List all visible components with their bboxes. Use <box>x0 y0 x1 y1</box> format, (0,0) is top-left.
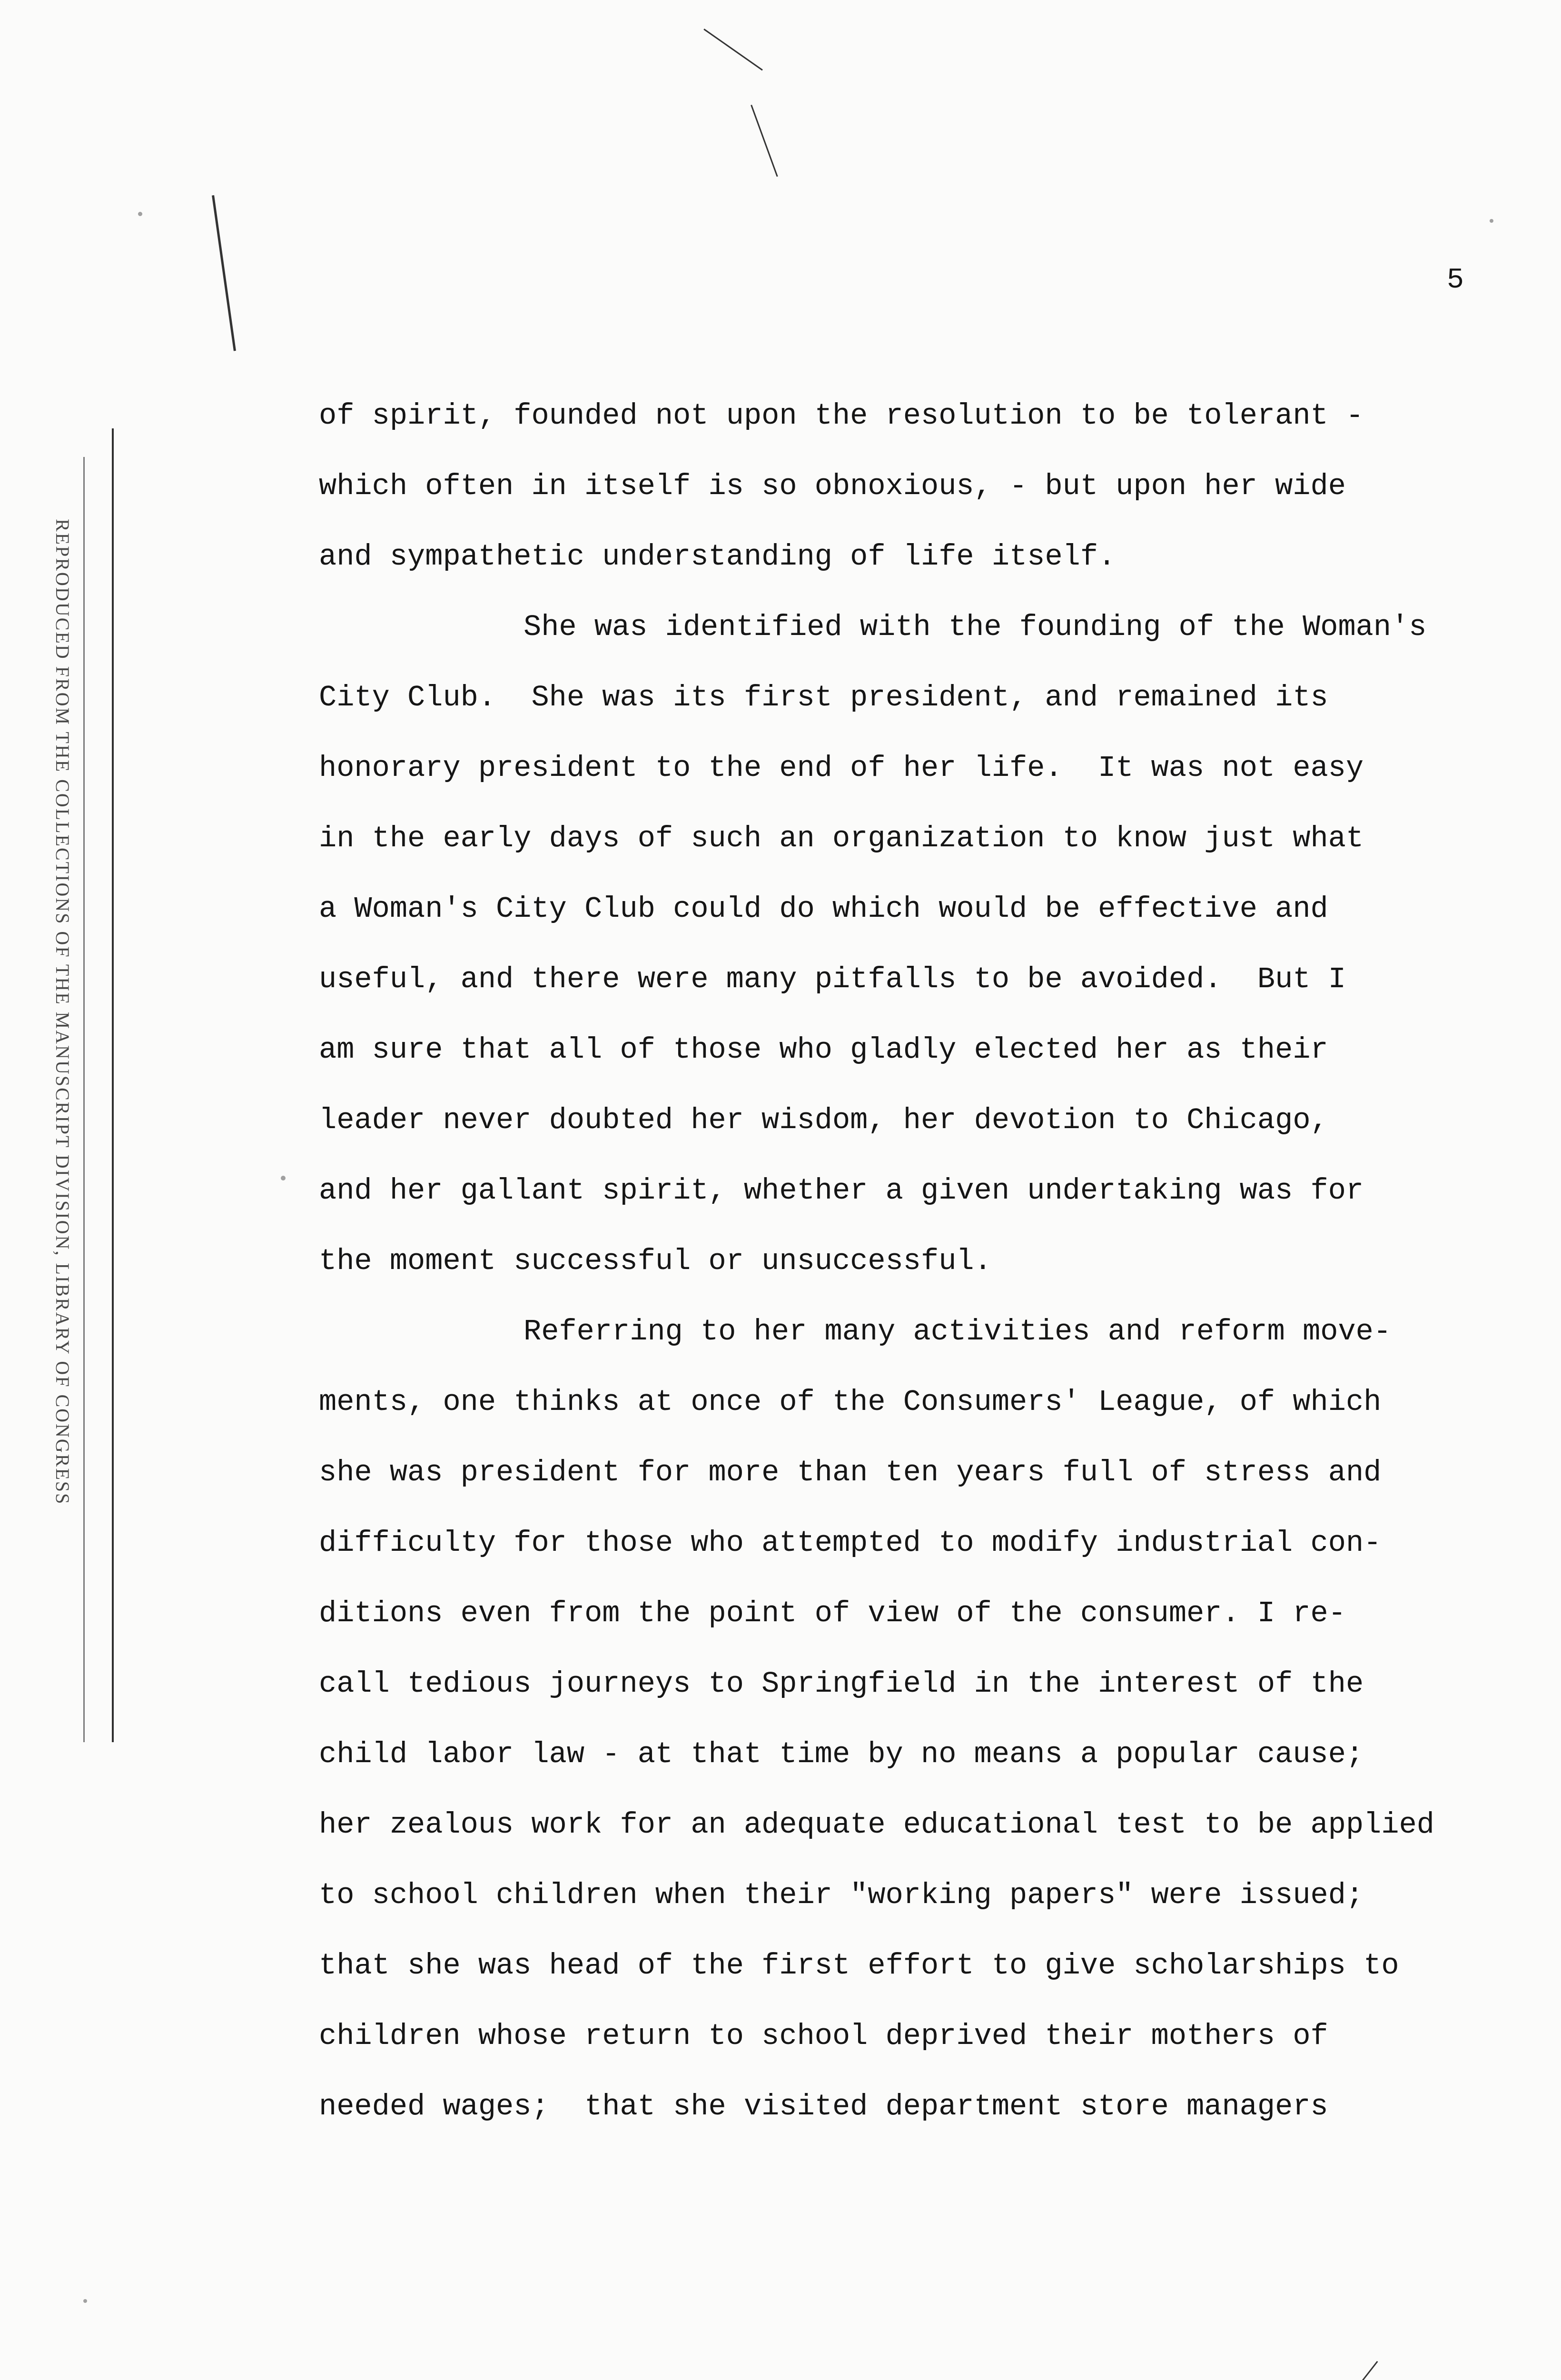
left-margin-rule-secondary <box>83 457 85 1742</box>
scan-artifact <box>703 29 763 70</box>
text-line: of spirit, founded not upon the resolution to be tolerant - <box>319 399 1364 433</box>
text-line: children whose return to school deprived their mothers of <box>319 2019 1328 2053</box>
left-margin-rule <box>112 428 114 1742</box>
text-line: a Woman's City Club could do which would be effective and <box>319 892 1328 926</box>
text-line: which often in itself is so obnoxious, - but upon her wide <box>319 469 1346 503</box>
text-line: am sure that all of those who gladly elected her as their <box>319 1033 1328 1067</box>
text-line-paragraph-start: Referring to her many activities and reform move- <box>524 1315 1392 1349</box>
text-line: useful, and there were many pitfalls to be avoided. But I <box>319 962 1346 996</box>
text-line: and her gallant spirit, whether a given undertaking was for <box>319 1174 1364 1208</box>
text-line-paragraph-start: She was identified with the founding of the Woman's <box>524 610 1427 644</box>
text-line: and sympathetic understanding of life itself. <box>319 540 1116 574</box>
scan-artifact <box>751 105 778 177</box>
text-line: leader never doubted her wisdom, her devotion to Chicago, <box>319 1103 1328 1137</box>
text-line: ditions even from the point of view of the consumer. I re- <box>319 1597 1346 1630</box>
text-line: in the early days of such an organization to know just what <box>319 822 1364 855</box>
scan-artifact <box>281 1176 286 1180</box>
text-line: that she was head of the first effort to give scholarships to <box>319 1949 1399 1983</box>
scan-artifact <box>138 212 142 216</box>
archive-stamp: REPRODUCED FROM THE COLLECTIONS OF THE MANUSCRIPT DIVISION, LIBRARY OF CONGRESS <box>52 519 73 1506</box>
text-line: the moment successful or unsuccessful. <box>319 1244 992 1278</box>
scan-artifact <box>83 2299 87 2303</box>
text-line: she was president for more than ten years full of stress and <box>319 1456 1382 1489</box>
text-line: child labor law - at that time by no means a popular cause; <box>319 1737 1364 1771</box>
text-line: ments, one thinks at once of the Consumers' League, of which <box>319 1385 1382 1419</box>
body-text <box>319 381 1471 2142</box>
text-line: to school children when their "working papers" were issued; <box>319 1878 1364 1912</box>
text-line: needed wages; that she visited department store managers <box>319 2090 1328 2123</box>
text-line: honorary president to the end of her life. It was not easy <box>319 751 1364 785</box>
text-line: call tedious journeys to Springfield in the interest of the <box>319 1667 1364 1701</box>
scan-artifact <box>212 195 236 351</box>
text-line: City Club. She was its first president, and remained its <box>319 681 1328 714</box>
scan-artifact <box>1280 2361 1378 2380</box>
text-line: difficulty for those who attempted to modify industrial con- <box>319 1526 1382 1560</box>
text-line: her zealous work for an adequate educational test to be applied <box>319 1808 1434 1842</box>
page-number: 5 <box>1447 264 1464 297</box>
scan-artifact <box>1490 219 1493 223</box>
